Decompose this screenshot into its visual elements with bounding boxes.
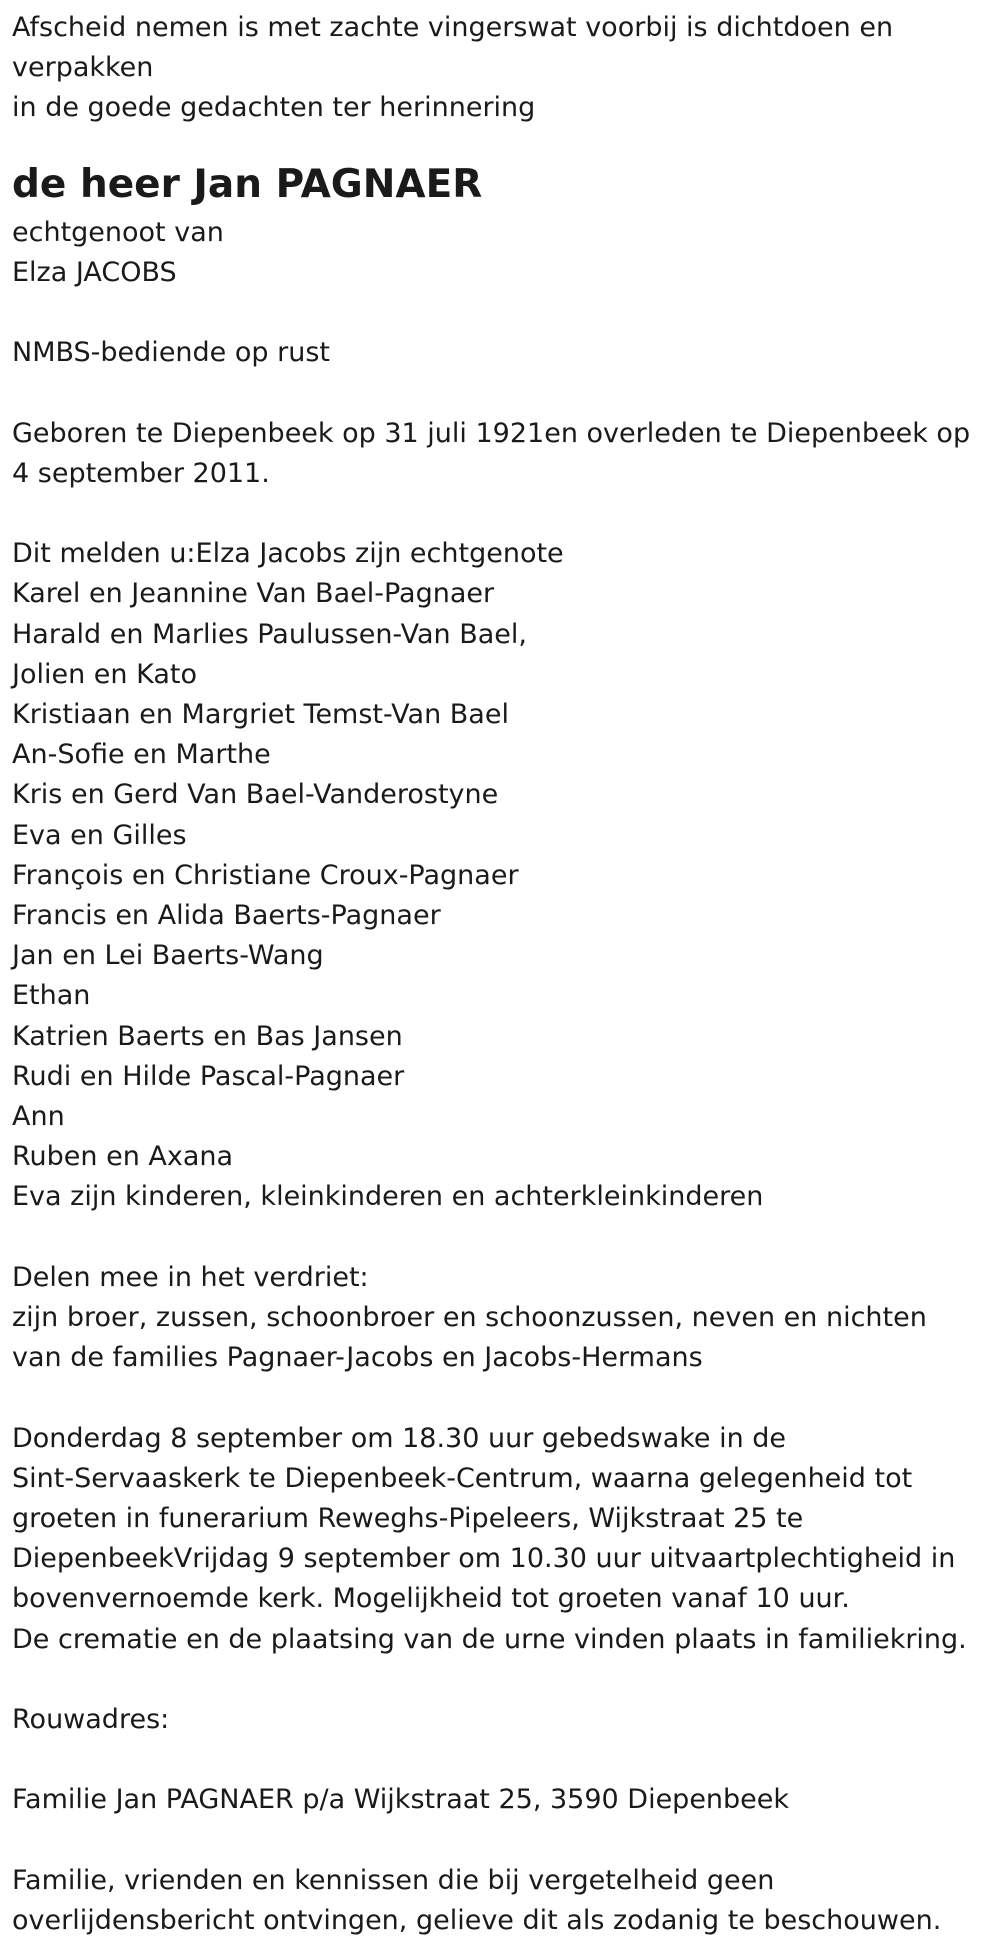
- ceremony-line: Donderdag 8 september om 18.30 uur gebedswake in de: [12, 1422, 787, 1454]
- family-line: An-Sofie en Marthe: [12, 739, 271, 771]
- occupation: NMBS-bediende op rust: [12, 337, 330, 369]
- spacer: [12, 1740, 988, 1780]
- sharing-line: Delen mee in het verdriet:: [12, 1261, 369, 1293]
- family-line: Ann: [12, 1101, 65, 1133]
- family-line: Kristiaan en Margriet Temst-Van Bael: [12, 699, 509, 730]
- mourning-address: Familie Jan PAGNAER p/a Wijkstraat 25, 3590 Diepenbeek: [12, 1784, 790, 1816]
- family-line: Rudi en Hilde Pascal-Pagnaer: [12, 1060, 405, 1092]
- ceremony-line: groeten in funerarium Reweghs-Pipeleers, Wijkstraat 25 te: [12, 1503, 804, 1535]
- birth-death-info: Geboren te Diepenbeek op 31 juli 1921en overleden te Diepenbeek op 4 september 2011.: [12, 417, 971, 489]
- family-line: François en Christiane Croux-Pagnaer: [12, 859, 519, 891]
- spacer: [12, 1660, 988, 1700]
- intro-line: Afscheid nemen is met zachte vingerswat voorbij is dichtdoen en verpakken: [12, 12, 894, 84]
- family-line: Ethan: [12, 980, 91, 1012]
- sharing-line: van de families Pagnaer-Jacobs en Jacobs-Hermans: [12, 1342, 703, 1374]
- spacer: [12, 494, 988, 534]
- family-line: Karel en Jeannine Van Bael-Pagnaer: [12, 578, 495, 610]
- ceremony-info: [12, 1419, 988, 1660]
- family-line: Katrien Baerts en Bas Jansen: [12, 1020, 403, 1052]
- spacer: [12, 1218, 988, 1258]
- spacer: [12, 373, 988, 413]
- family-line: Francis en Alida Baerts-Pagnaer: [12, 900, 441, 932]
- spouse-label: echtgenoot van: [12, 216, 224, 248]
- address-label: Rouwadres:: [12, 1704, 170, 1736]
- spacer: [12, 1821, 988, 1861]
- ceremony-line: Sint-Servaaskerk te Diepenbeek-Centrum, waarna gelegenheid tot: [12, 1462, 913, 1494]
- ceremony-line: De crematie en de plaatsing van de urne vinden plaats in familiekring.: [12, 1623, 967, 1655]
- family-line: Dit melden u:Elza Jacobs zijn echtgenote: [12, 538, 564, 570]
- family-line: Eva en Gilles: [12, 819, 187, 851]
- family-line: Eva zijn kinderen, kleinkinderen en achterkleinkinderen: [12, 1181, 764, 1213]
- spouse-info: [12, 213, 988, 293]
- deceased-name: de heer Jan PAGNAER: [12, 161, 483, 207]
- spouse-name: Elza JACOBS: [12, 256, 177, 288]
- family-line: Jolien en Kato: [12, 658, 197, 690]
- sharing-line: zijn broer, zussen, schoonbroer en schoonzussen, neven en nichten: [12, 1302, 927, 1334]
- sharing-grief: [12, 1258, 988, 1379]
- family-line: Harald en Marlies Paulussen-Van Bael,: [12, 618, 527, 650]
- spacer: [12, 293, 988, 333]
- family-line: Kris en Gerd Van Bael-Vanderostyne: [12, 779, 499, 811]
- ceremony-line: DiepenbeekVrijdag 9 september om 10.30 uur uitvaartplechtigheid in: [12, 1543, 956, 1575]
- intro-line: in de goede gedachten ter herinnering: [12, 92, 536, 124]
- closing-line: Familie, vrienden en kennissen die bij vergetelheid geen: [12, 1864, 775, 1896]
- spacer: [12, 1378, 988, 1418]
- closing-line: overlijdensbericht ontvingen, gelieve dit als zodanig te beschouwen.: [12, 1905, 942, 1937]
- intro-text: [12, 8, 932, 129]
- family-list: [12, 534, 988, 1217]
- family-line: Ruben en Axana: [12, 1141, 234, 1173]
- closing-note: [12, 1861, 988, 1941]
- family-line: Jan en Lei Baerts-Wang: [12, 940, 324, 972]
- ceremony-line: bovenvernoemde kerk. Mogelijkheid tot groeten vanaf 10 uur.: [12, 1583, 850, 1615]
